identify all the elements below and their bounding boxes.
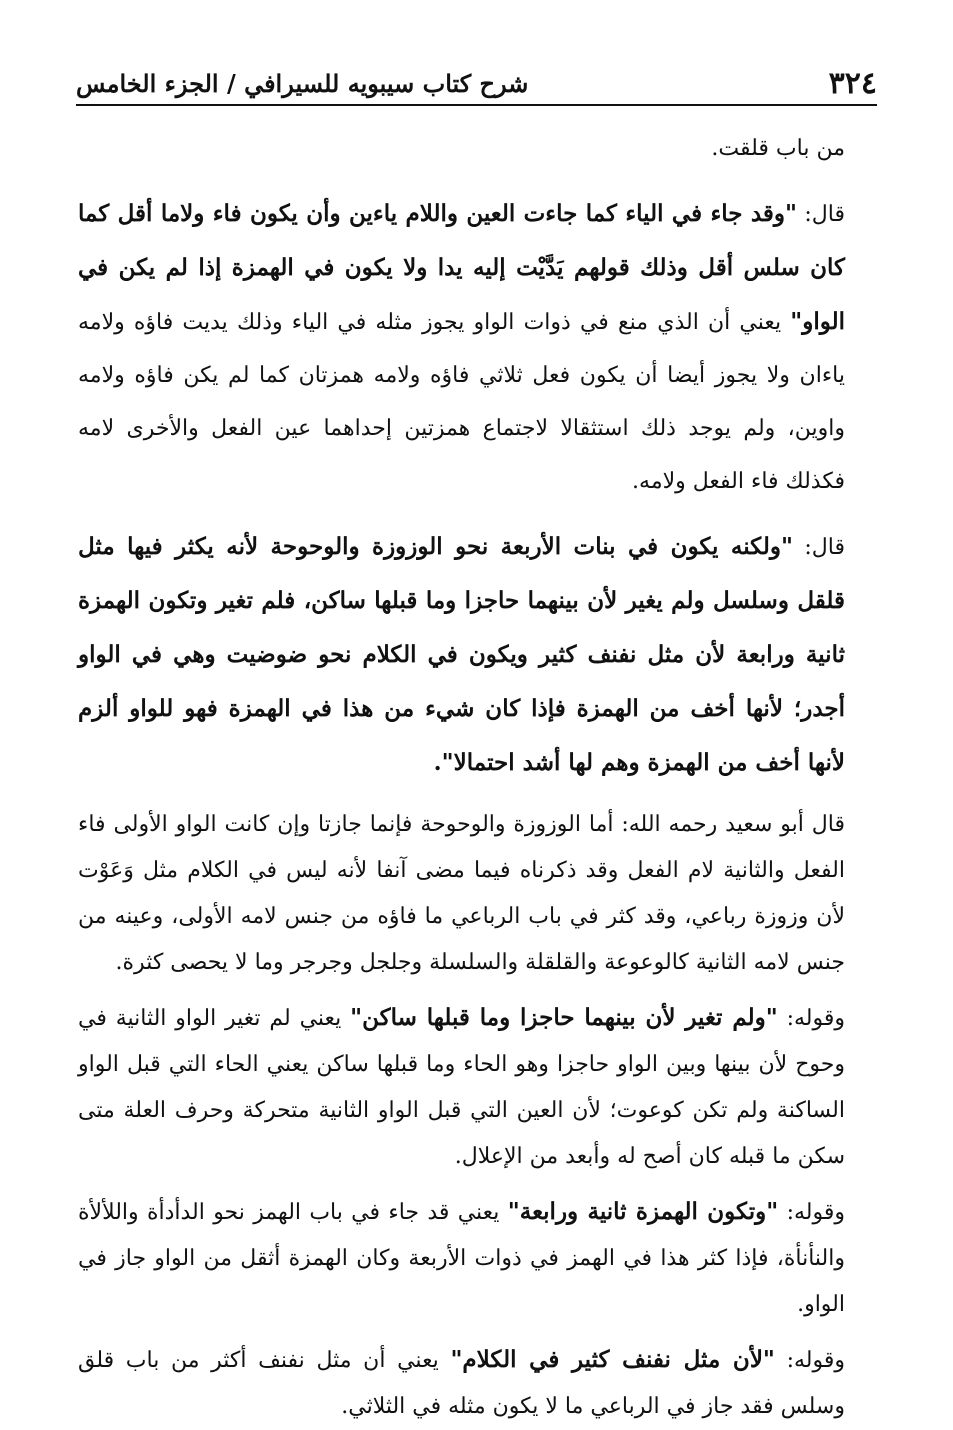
- paragraph-commentary: يعني أن الذي منع في ذوات الواو يجوز مثله في الياء وذلك يديت فاؤه ولامه ياءان ولا يجوز أيضا أن يكون فعل ثلاثي فاؤه ولامه همزتان كما لم يكن فاؤه ولامه واوين، ولم يوجد ذلك استثقالا لاجتماع همزتين إحداهما عين الفعل والأخرى لامه فكذلك فاء الفعل ولامه.: [78, 310, 845, 494]
- running-title: شرح كتاب سيبويه للسيرافي / الجزء الخامس: [76, 69, 529, 98]
- paragraph-intro: وقوله:: [778, 1200, 845, 1225]
- paragraph-quote: [78, 1337, 845, 1430]
- sibawayh-quote: "ولم تغير لأن بينهما حاجزا وما قبلها ساكن": [350, 1004, 778, 1031]
- sibawayh-quote: "ولكنه يكون في بنات الأربعة نحو الوزوزة والوحوحة لأنه يكثر فيها مثل قلقل وسلسل ولم يغير لأن بينهما حاجزا وما قبلها ساكن، فلم تغير وتكون الهمزة ثانية ورابعة لأن مثل نفنف كثير ويكون في الكلام نحو ضوضيت وهي في الواو أجدر؛ لأنها أخف من الهمزة فإذا كان شيء من هذا في الهمزة فهو للواو ألزم لأنها أخف من الهمزة وهم لها أشد احتمالا".: [78, 533, 845, 776]
- paragraph-text: من باب قلقت.: [711, 136, 845, 161]
- paragraph-commentary: يعني لم تغير الواو الثانية في وحوح لأن بينها وبين الواو حاجزا وهو الحاء وما قبلها ساكن يعني الحاء التي قبل الواو الساكنة ولم تكن كوعوت؛ لأن العين التي قبل الواو الثانية متحركة وحرف العلة متى سكن ما قبله كان أصح له وأبعد من الإعلال.: [78, 1006, 845, 1169]
- page-body: [78, 122, 845, 1430]
- paragraph-commentary-block: [78, 802, 845, 986]
- paragraph-commentary: يعني أن مثل نفنف أكثر من باب قلق وسلس فقد جاز في الرباعي ما لا يكون مثله في الثلاثي.: [78, 1348, 845, 1419]
- paragraph-continuation: [78, 122, 845, 175]
- sibawayh-quote: "وتكون الهمزة ثانية ورابعة": [507, 1198, 779, 1225]
- paragraph-intro: وقوله:: [774, 1348, 845, 1373]
- sibawayh-quote: "لأن مثل نفنف كثير في الكلام": [450, 1346, 775, 1373]
- page-header: [76, 58, 877, 106]
- page-number: ٣٢٤: [828, 66, 877, 101]
- paragraph-commentary: يعني قد جاء في باب الهمز نحو الدأدأة واللألأة والنأنأة، فإذا كثر هذا في الهمز في ذوات الأربعة وكان الهمزة أثقل من الواو جاز في الواو.: [78, 1200, 845, 1317]
- paragraph-quote: [78, 187, 845, 508]
- paragraph-intro: قال:: [797, 202, 845, 227]
- paragraph-intro: قال:: [792, 535, 846, 560]
- paragraph-quote: [78, 995, 845, 1180]
- paragraph-intro: وقوله:: [777, 1006, 845, 1031]
- paragraph-quote: [78, 1189, 845, 1328]
- paragraph-quote: [78, 520, 845, 790]
- paragraph-text: قال أبو سعيد رحمه الله: أما الوزوزة والوحوحة فإنما جازتا وإن كانت الواو الأولى فاء الفعل والثانية لام الفعل وقد ذكرناه فيما مضى آنفا لأنه ليس في الكلام مثل وَعَوْت لأن وزوزة رباعي، وقد كثر في باب الرباعي ما فاؤه من جنس لامه الأولى، وعينه من جنس لامه الثانية كالوعوعة والقلقلة والسلسلة وجلجل وجرجر وما لا يحصى كثرة.: [78, 812, 845, 975]
- sibawayh-quote: "وقد جاء في الياء كما جاءت العين واللام ياءين وأن يكون فاء ولاما أقل كما كان سلس أقل وذلك قولهم يَدَّيْت إليه يدا ولا يكون في الهمزة إذا لم يكن في الواو": [78, 200, 845, 335]
